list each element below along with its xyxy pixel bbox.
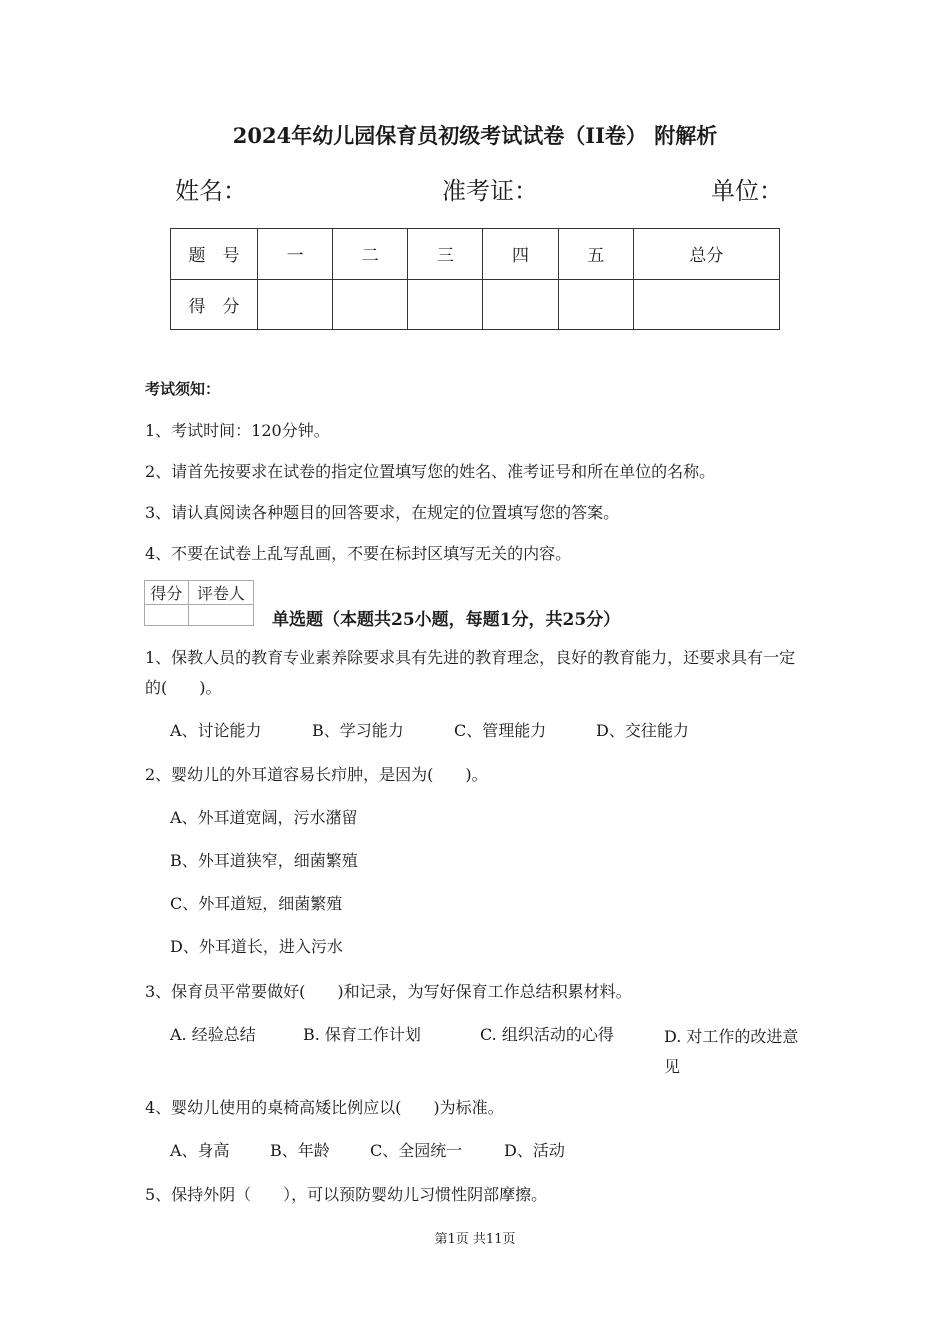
question-stem: 3、保育员平常要做好( )和记录，为写好保育工作总结积累材料。 <box>145 982 632 1001</box>
question-option[interactable]: C、全园统一 <box>370 1141 463 1160</box>
question-stem: 5、保持外阴（ ），可以预防婴幼儿习惯性阴部摩擦。 <box>145 1185 548 1204</box>
score-table-score-row <box>171 279 780 330</box>
grader-reviewer-label: 评卷人 <box>188 581 253 605</box>
question-option[interactable]: D、交往能力 <box>596 721 689 740</box>
score-cell[interactable] <box>483 279 558 330</box>
grader-table <box>144 580 254 626</box>
question-option[interactable]: C、外耳道短，细菌繁殖 <box>170 894 343 913</box>
notice-item: 4、不要在试卷上乱写乱画，不要在标封区填写无关的内容。 <box>145 544 572 563</box>
question-option[interactable]: B、学习能力 <box>312 721 404 740</box>
score-table <box>170 228 780 330</box>
grader-score-label: 得分 <box>145 581 189 605</box>
score-table-header-cell: 一 <box>258 229 333 280</box>
score-table-row-label: 得 分 <box>171 279 258 330</box>
notice-item: 3、请认真阅读各种题目的回答要求，在规定的位置填写您的答案。 <box>145 503 620 522</box>
score-cell[interactable] <box>408 279 483 330</box>
score-table-header-cell: 题 号 <box>171 229 258 280</box>
question-stem: 2、婴幼儿的外耳道容易长疖肿，是因为( )。 <box>145 765 488 784</box>
exam-id-field-label: 准考证： <box>442 177 538 205</box>
grader-reviewer-cell[interactable] <box>188 605 253 626</box>
question-stem: 4、婴幼儿使用的桌椅高矮比例应以( )为标准。 <box>145 1098 504 1117</box>
section-title: 单选题（本题共25小题，每题1分，共25分） <box>272 610 621 630</box>
name-field-label: 姓名： <box>175 177 247 205</box>
page-footer: 第1页 共11页 <box>434 1232 516 1247</box>
question-option[interactable]: B. 保育工作计划 <box>303 1025 421 1044</box>
score-table-header-cell: 总分 <box>633 229 779 280</box>
question-option[interactable]: D. 对工作的改进意见 <box>664 1027 799 1076</box>
question-option[interactable]: A、讨论能力 <box>170 721 262 740</box>
question-option[interactable]: D、外耳道长，进入污水 <box>170 937 343 956</box>
score-cell[interactable] <box>633 279 779 330</box>
grader-score-cell[interactable] <box>145 605 189 626</box>
score-table-header-row <box>171 229 780 280</box>
question-option[interactable]: D、活动 <box>504 1141 565 1160</box>
question-option[interactable]: A、身高 <box>170 1141 230 1160</box>
question-stem: 1、保教人员的教育专业素养除要求具有先进的教育理念，良好的教育能力，还要求具有一定的( )。 <box>145 648 796 697</box>
score-cell[interactable] <box>333 279 408 330</box>
notice-heading: 考试须知： <box>145 380 221 398</box>
question-option[interactable]: A. 经验总结 <box>170 1025 256 1044</box>
question-option[interactable]: A、外耳道宽阔，污水潴留 <box>170 808 358 827</box>
question-option[interactable]: B、外耳道狭窄，细菌繁殖 <box>170 851 358 870</box>
score-table-header-cell: 三 <box>408 229 483 280</box>
score-table-header-cell: 二 <box>333 229 408 280</box>
score-table-header-cell: 四 <box>483 229 558 280</box>
score-cell[interactable] <box>558 279 633 330</box>
notice-item: 2、请首先按要求在试卷的指定位置填写您的姓名、准考证号和所在单位的名称。 <box>145 462 716 481</box>
unit-field-label: 单位： <box>711 177 783 205</box>
score-table-header-cell: 五 <box>558 229 633 280</box>
question-option[interactable]: B、年龄 <box>270 1141 330 1160</box>
question-option[interactable]: C、管理能力 <box>454 721 547 740</box>
document-title: 2024年幼儿园保育员初级考试试卷（II卷） 附解析 <box>232 123 718 148</box>
score-cell[interactable] <box>258 279 333 330</box>
question-option[interactable]: C. 组织活动的心得 <box>480 1025 614 1044</box>
notice-item: 1、考试时间：120分钟。 <box>145 421 330 440</box>
